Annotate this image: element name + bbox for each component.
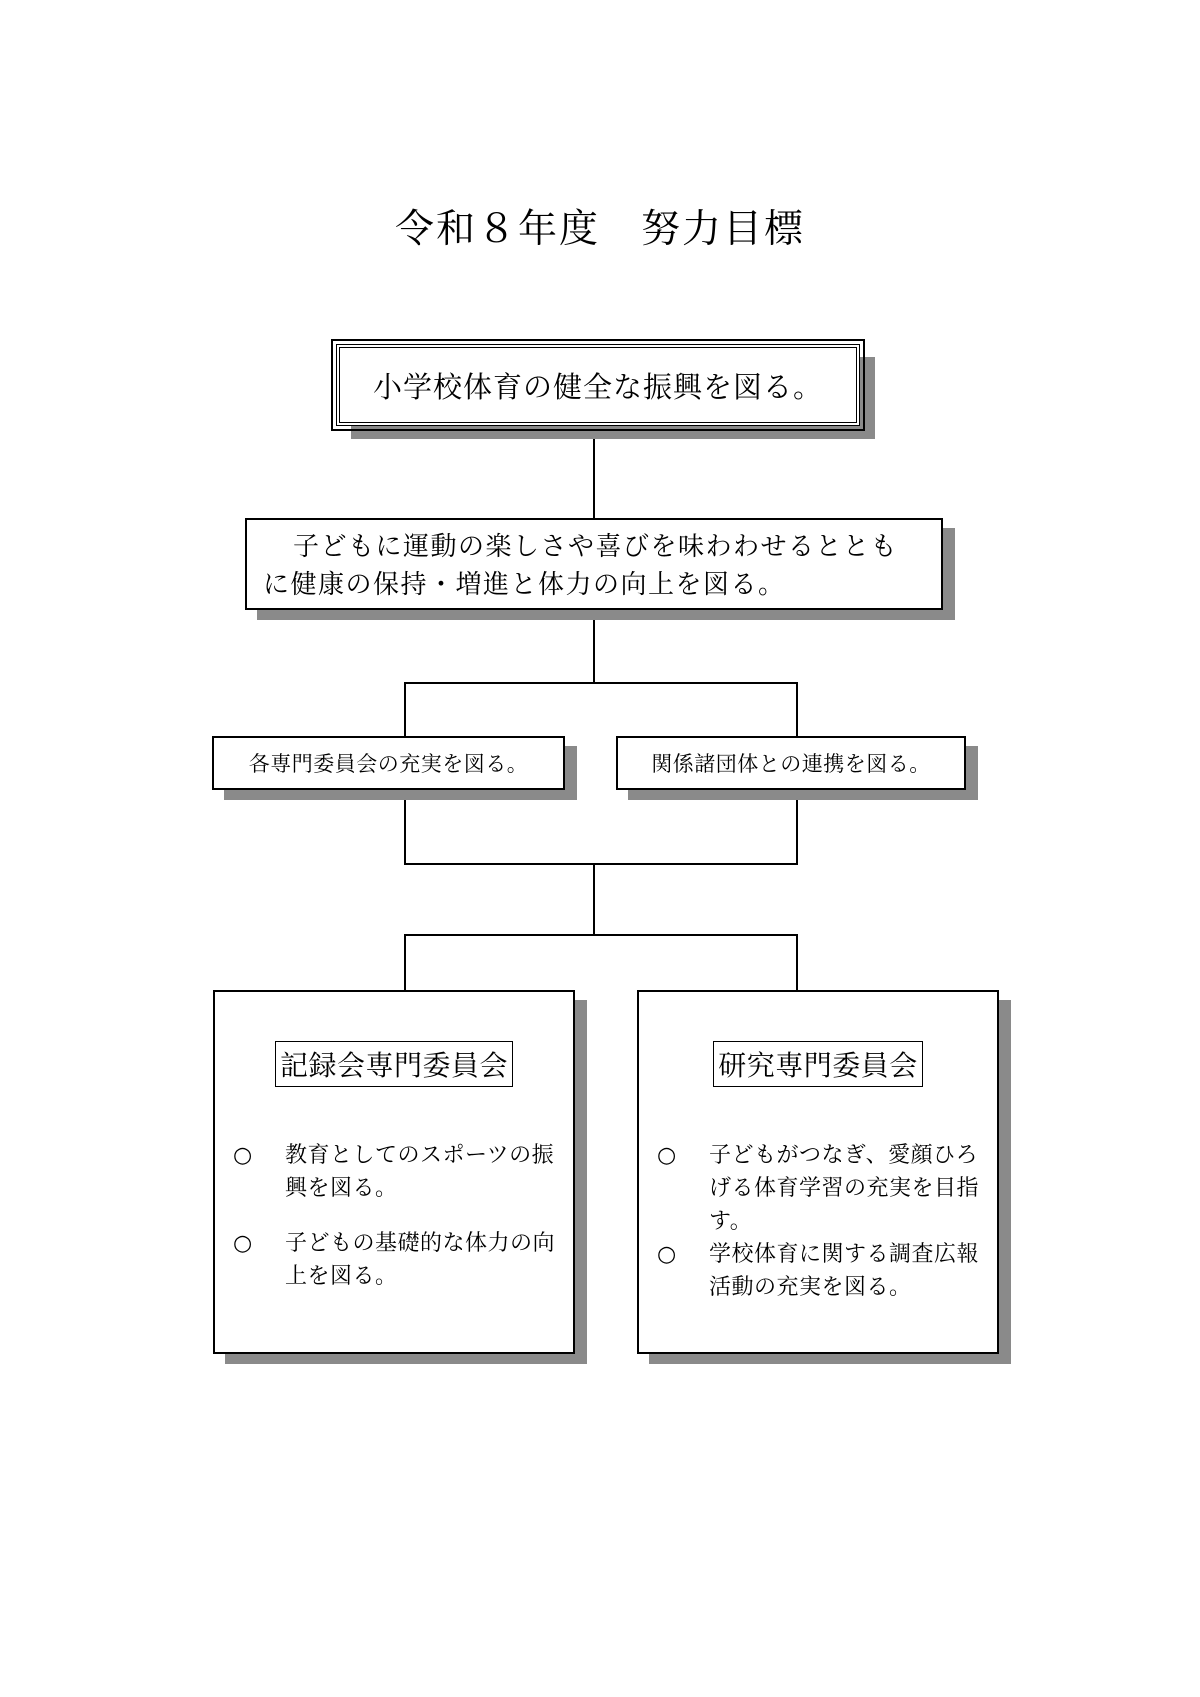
circle-bullet-icon: ○ bbox=[233, 1143, 253, 1168]
list-item bbox=[233, 1227, 561, 1293]
list-item-text: 学校体育に関する調査広報活動の充実を図る。 bbox=[709, 1242, 980, 1300]
aim-line-1: 子どもに運動の楽しさや喜びを味わわせるととも bbox=[293, 532, 899, 562]
list-item bbox=[233, 1139, 561, 1205]
list-item bbox=[657, 1139, 985, 1238]
committee-research bbox=[637, 990, 999, 1354]
aim-box bbox=[245, 518, 943, 610]
page-title: 令和８年度 努力目標 bbox=[394, 207, 805, 252]
committee-research-list bbox=[657, 1139, 985, 1304]
committee-records-list bbox=[233, 1139, 561, 1315]
circle-bullet-icon: ○ bbox=[657, 1242, 677, 1267]
committee-records bbox=[213, 990, 575, 1354]
list-item-text: 教育としてのスポーツの振興を図る。 bbox=[285, 1143, 555, 1201]
committee-research-title: 研究専門委員会 bbox=[713, 1041, 923, 1087]
sub-goal-partnership-text: 関係諸団体との連携を図る。 bbox=[651, 752, 931, 776]
list-item bbox=[657, 1238, 985, 1304]
circle-bullet-icon: ○ bbox=[657, 1143, 677, 1168]
committee-records-title: 記録会専門委員会 bbox=[275, 1041, 513, 1087]
sub-goal-partnership bbox=[616, 736, 966, 790]
list-item-text: 子どもがつなぎ、愛顔ひろげる体育学習の充実を目指す。 bbox=[709, 1143, 980, 1234]
aim-line-2: に健康の保持・増進と体力の向上を図る。 bbox=[263, 570, 786, 600]
top-goal-box bbox=[336, 344, 860, 426]
sub-goal-committees-text: 各専門委員会の充実を図る。 bbox=[248, 752, 529, 776]
top-goal-text: 小学校体育の健全な振興を図る。 bbox=[372, 369, 823, 404]
circle-bullet-icon: ○ bbox=[233, 1231, 253, 1256]
sub-goal-committees bbox=[212, 736, 565, 790]
list-item-text: 子どもの基礎的な体力の向上を図る。 bbox=[285, 1231, 556, 1289]
